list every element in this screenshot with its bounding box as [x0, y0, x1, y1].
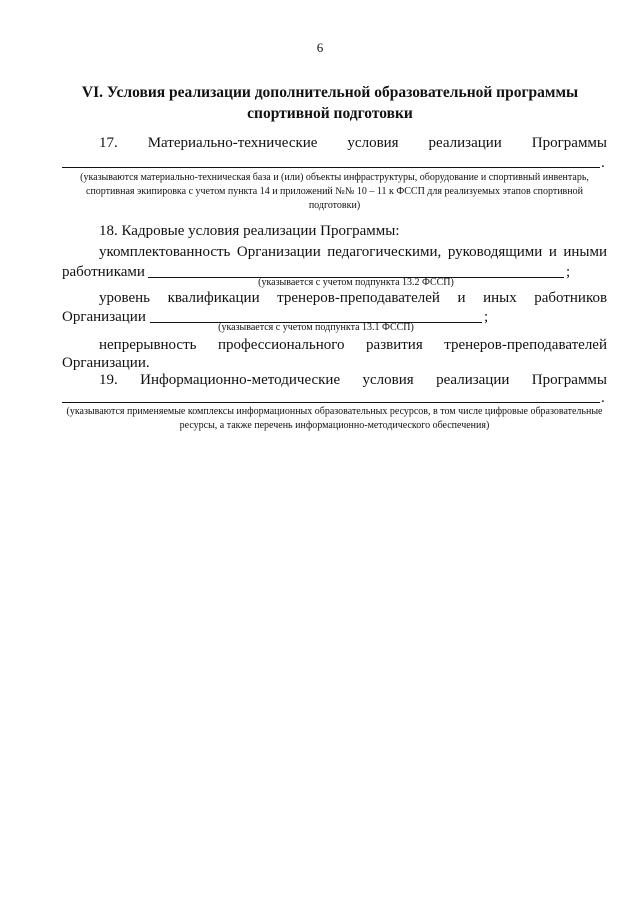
qualification-word: квалификации	[167, 290, 260, 306]
staffing-word: иными	[563, 244, 608, 260]
staffing-word: руководящими	[447, 244, 543, 260]
item-17-end-mark: .	[601, 155, 605, 171]
item-19-word: 19.	[99, 372, 118, 388]
development-label: Организации.	[62, 355, 150, 371]
item-17-note: (указываются материально-техническая база и (или) объекты инфраструктуры, оборудование и спортивный инвентарь, спортивная экипировка с учетом пункта 14 и приложений №№ 10 – 11 к ФССП для реализуемых этапов спортивной подготовки)	[80, 172, 589, 211]
item-17-fill-line	[62, 167, 600, 168]
qualification-label: Организации	[62, 309, 146, 325]
item-19-note: (указываются применяемые комплексы информационных образовательных ресурсов, в том числе цифровые образовательные ресурсы, а также перечень информационно-методического обеспечения)	[66, 406, 603, 431]
development-word: тренеров-преподавателей	[444, 337, 607, 353]
staffing-word: Организации	[236, 244, 321, 260]
item-18-development-line	[99, 335, 607, 355]
item-19-word: условия	[362, 372, 414, 388]
item-17-word: условия	[347, 135, 399, 151]
staffing-label: работниками	[62, 264, 145, 280]
item-19-end-mark: .	[601, 390, 605, 406]
item-17-word: Материально-технические	[147, 135, 318, 151]
item-17-word: Программы	[531, 135, 608, 151]
item-17-word: 17.	[99, 135, 118, 151]
development-word: профессионального	[217, 337, 345, 353]
qualification-word: и	[457, 290, 466, 306]
staffing-word: педагогическими,	[327, 244, 442, 260]
item-19-word: реализации	[436, 372, 510, 388]
development-word: развития	[366, 337, 423, 353]
item-19-fill-line	[62, 402, 600, 403]
staffing-word: и	[548, 244, 557, 260]
section-heading-line-1: VI. Условия реализации дополнительной образовательной программы	[81, 84, 579, 101]
qualification-end-mark: ;	[484, 309, 489, 325]
section-heading-line-2: спортивной подготовки	[247, 105, 413, 122]
section-heading	[60, 82, 600, 124]
staffing-end-mark: ;	[566, 264, 571, 280]
qualification-word: работников	[534, 290, 608, 306]
qualification-word: тренеров-преподавателей	[277, 290, 440, 306]
item-17-line	[62, 133, 607, 153]
item-18-title: 18. Кадровые условия реализации Программы:	[99, 223, 400, 239]
item-18-staffing-line	[99, 242, 607, 262]
staffing-word: укомплектованность	[99, 244, 231, 260]
page-number: 6	[316, 40, 324, 55]
development-word: непрерывность	[99, 337, 197, 353]
qualification-note: (указывается с учетом подпункта 13.1 ФССП)	[218, 322, 414, 333]
item-17-word: реализации	[428, 135, 502, 151]
staffing-note: (указывается с учетом подпункта 13.2 ФССП)	[258, 277, 454, 288]
qualification-word: уровень	[99, 290, 151, 306]
qualification-word: иных	[483, 290, 517, 306]
item-19-word: Программы	[531, 372, 608, 388]
item-19-line	[62, 370, 607, 390]
item-19-word: Информационно-методические	[140, 372, 341, 388]
item-18-qualification-line	[99, 288, 607, 308]
